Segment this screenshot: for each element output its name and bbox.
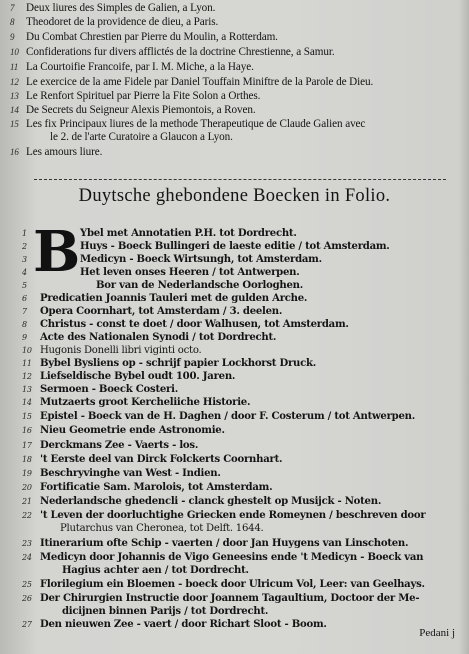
list-item-continuation: Plutarchus van Cheronea, tot Delft. 1644. (60, 523, 264, 534)
list-item: 15 Epistel - Boeck van de H. Daghen / door F. Costerum / tot Antwerpen. (22, 411, 416, 422)
list-item: 16 Nieu Geometrie ende Astronomie. (22, 425, 225, 436)
catchword: Pedani j (419, 627, 455, 639)
list-item-continuation: le 2. de l'arte Curatoire a Glaucon a Lyon. (50, 131, 233, 143)
list-item: 4 Het leven onses Heeren / tot Antwerpen. (22, 267, 300, 278)
list-item: 3 Medicyn - Boeck Wirtsungh, tot Amsterdam. (22, 254, 322, 265)
list-item: 12 Liefseldische Bybel oudt 100. Jaren. (22, 371, 236, 382)
list-item: 27 Den nieuwen Zee - vaert / door Richart Sloot - Boom. (22, 619, 327, 630)
section-divider (34, 179, 446, 180)
list-item: 1 Ybel met Annotatien P.H. tot Dordrecht. (22, 228, 297, 239)
list-item: 11 Bybel Bysliens op - schrijf papier Lockhorst Druck. (22, 358, 317, 369)
list-item: 21 Nederlandsche ghedencli - clanck ghestelt op Musijck - Noten. (22, 496, 382, 507)
list-item-continuation: Hagius achter aen / tot Dordrecht. (62, 565, 249, 576)
list-item: 14 Mutzaerts groot Kercheliiche Historie. (22, 397, 251, 408)
list-item: 7 Deux liures des Simples de Galien, a Lyon. (10, 2, 216, 14)
list-item: 22 't Leven der doorluchtighe Griecken ende Romeynen / beschreven door (22, 510, 426, 521)
list-item: 15 Les fix Principaux liures de la methode Therapeutique de Claude Galien avec (10, 118, 366, 130)
list-item-continuation: dicijnen binnen Parijs / tot Dordrecht. (62, 606, 269, 617)
list-item: 18 't Eerste deel van Dirck Folckerts Coornhart. (22, 454, 283, 465)
list-item: 13 Sermoen - Boeck Costeri. (22, 384, 178, 395)
list-item: 16 Les amours liure. (10, 146, 103, 158)
list-item: 12 Le exercice de la ame Fidele par Daniel Touffain Miniftre de la Parole de Dieu. (10, 76, 374, 88)
list-item: 13 Le Renfort Spirituel par Pierre la Fite Solon a Orthes. (10, 90, 261, 102)
list-item: 11 La Courtoifie Francoife, par I. M. Miche, a la Haye. (10, 61, 254, 73)
list-item: 10 Hugonis Donelli libri viginti octo. (22, 345, 202, 356)
list-item: 9 Du Combat Chrestien par Pierre du Moulin, a Rotterdam. (10, 31, 278, 43)
list-item: 10 Confiderations fur divers afflictés de la doctrine Chrestienne, a Samur. (10, 46, 335, 58)
list-item: 19 Beschryvinghe van West - Indien. (22, 468, 221, 479)
section-title: Duytsche ghebondene Boecken in Folio. (78, 186, 391, 206)
list-item: 2 Huys - Boeck Bullingeri de laeste editie / tot Amsterdam. (22, 241, 390, 252)
list-item: 6 Predicatien Joannis Tauleri met de gulden Arche. (22, 293, 308, 304)
list-item: 5 Bor van de Nederlandsche Oorloghen. (22, 280, 303, 291)
list-item: 26 Der Chirurgien Instructie door Joannem Tagaultium, Doctoor der Me- (22, 593, 420, 604)
list-item: 8 Theodoret de la providence de dieu, a Paris. (10, 16, 219, 28)
list-item: 7 Opera Coornhart, tot Amsterdam / 3. deelen. (22, 306, 283, 317)
list-item: 14 De Secrets du Seigneur Alexis Piemontois, a Roven. (10, 104, 256, 116)
list-item: 23 Itinerarium ofte Schip - vaerten / door Jan Huygens van Linschoten. (22, 538, 409, 549)
drop-cap: B (33, 219, 81, 285)
list-item: 17 Derckmans Zee - Vaerts - los. (22, 440, 199, 451)
list-item: 24 Medicyn door Johannis de Vigo Geneesins ende 't Medicyn - Boeck van (22, 552, 424, 563)
list-item: 25 Florilegium ein Bloemen - boeck door Ulricum Vol, Leer: van Geelhays. (22, 579, 425, 590)
list-item: 9 Acte des Nationalen Synodi / tot Dordrecht. (22, 332, 277, 343)
list-item: 20 Fortificatie Sam. Marolois, tot Amsterdam. (22, 482, 273, 493)
list-item: 8 Christus - const te doet / door Walhusen, tot Amsterdam. (22, 319, 349, 330)
